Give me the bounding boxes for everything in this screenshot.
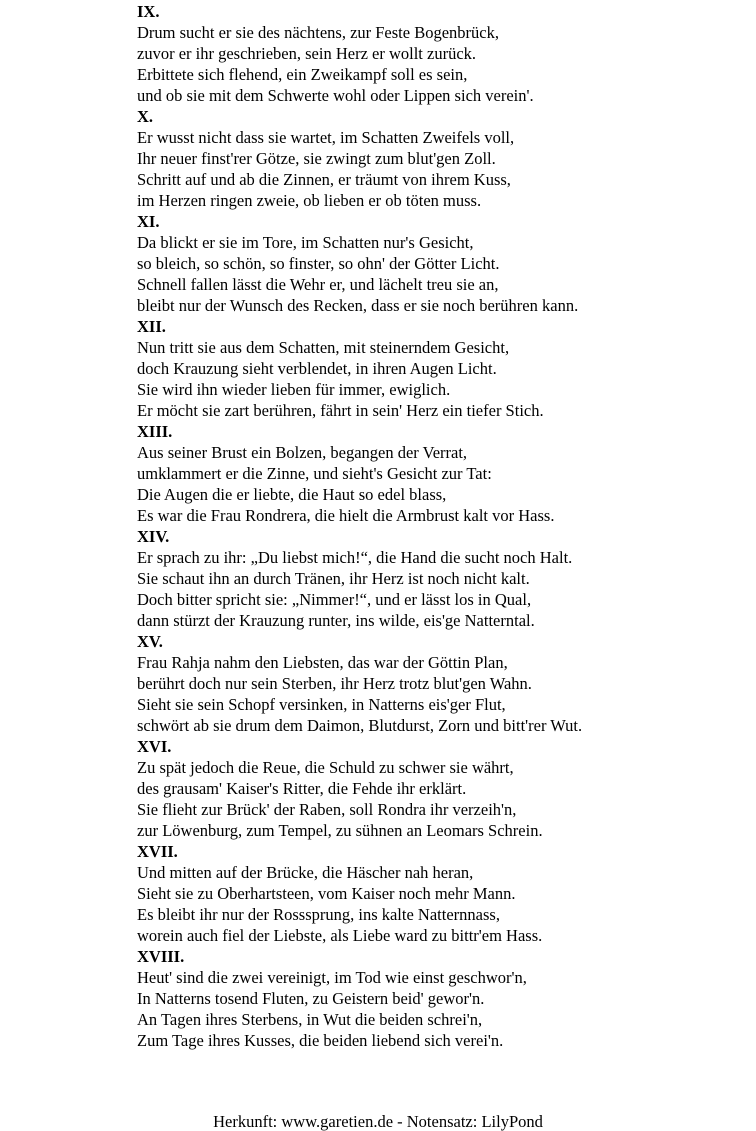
- verse-line: Da blickt er sie im Tore, im Schatten nur's Gesicht,: [137, 233, 474, 252]
- stanza: [137, 841, 716, 946]
- verse-line: berührt doch nur sein Sterben, ihr Herz trotz blut'gen Wahn.: [137, 674, 532, 693]
- verse-line: Sieht sie zu Oberhartsteen, vom Kaiser noch mehr Mann.: [137, 884, 516, 903]
- verse-line: Er wusst nicht dass sie wartet, im Schatten Zweifels voll,: [137, 128, 515, 147]
- verse-line: In Natterns tosend Fluten, zu Geistern beid' gewor'n.: [137, 989, 485, 1008]
- verse-line: Es bleibt ihr nur der Rosssprung, ins kalte Natternnass,: [137, 905, 500, 924]
- verse-line: Aus seiner Brust ein Bolzen, begangen der Verrat,: [137, 443, 468, 462]
- footer-credit: Herkunft: www.garetien.de - Notensatz: LilyPond: [213, 1112, 543, 1131]
- verse-line: Die Augen die er liebte, die Haut so edel blass,: [137, 485, 447, 504]
- stanza-number: XIII.: [137, 422, 173, 441]
- verse-line: Schritt auf und ab die Zinnen, er träumt von ihrem Kuss,: [137, 170, 511, 189]
- verse-line: dann stürzt der Krauzung runter, ins wilde, eis'ge Natterntal.: [137, 611, 535, 630]
- verse-line: schwört ab sie drum dem Daimon, Blutdurst, Zorn und bitt'rer Wut.: [137, 716, 583, 735]
- verse-line: Drum sucht er sie des nächtens, zur Feste Bogenbrück,: [137, 23, 499, 42]
- stanza-number: IX.: [137, 2, 160, 21]
- stanza-number: XVIII.: [137, 947, 185, 966]
- verse-line: Es war die Frau Rondrera, die hielt die Armbrust kalt vor Hass.: [137, 506, 555, 525]
- verse-line: An Tagen ihres Sterbens, in Wut die beiden schrei'n,: [137, 1010, 483, 1029]
- verse-line: Ihr neuer finst'rer Götze, sie zwingt zum blut'gen Zoll.: [137, 149, 496, 168]
- verse-line: Sie schaut ihn an durch Tränen, ihr Herz ist noch nicht kalt.: [137, 569, 530, 588]
- verse-line: Doch bitter spricht sie: „Nimmer!“, und er lässt los in Qual,: [137, 590, 532, 609]
- verse-line: Und mitten auf der Brücke, die Häscher nah heran,: [137, 863, 474, 882]
- verse-line: Sieht sie sein Schopf versinken, in Natterns eis'ger Flut,: [137, 695, 506, 714]
- verse-line: bleibt nur der Wunsch des Recken, dass er sie noch berühren kann.: [137, 296, 579, 315]
- verse-line: Heut' sind die zwei vereinigt, im Tod wie einst geschwor'n,: [137, 968, 527, 987]
- verse-line: im Herzen ringen zweie, ob lieben er ob töten muss.: [137, 191, 482, 210]
- poem: [137, 1, 716, 1051]
- stanza-number: XIV.: [137, 527, 170, 546]
- verse-line: Frau Rahja nahm den Liebsten, das war der Göttin Plan,: [137, 653, 508, 672]
- verse-line: Nun tritt sie aus dem Schatten, mit steinerndem Gesicht,: [137, 338, 510, 357]
- verse-line: Zu spät jedoch die Reue, die Schuld zu schwer sie währt,: [137, 758, 514, 777]
- stanza: [137, 736, 716, 841]
- stanza: [137, 316, 716, 421]
- verse-line: zur Löwenburg, zum Tempel, zu sühnen an Leomars Schrein.: [137, 821, 543, 840]
- verse-line: des grausam' Kaiser's Ritter, die Fehde ihr erklärt.: [137, 779, 467, 798]
- stanza: [137, 421, 716, 526]
- stanza-number: XVI.: [137, 737, 172, 756]
- verse-line: Zum Tage ihres Kusses, die beiden liebend sich verei'n.: [137, 1031, 504, 1050]
- verse-line: so bleich, so schön, so finster, so ohn' der Götter Licht.: [137, 254, 500, 273]
- stanza: [137, 631, 716, 736]
- stanza: [137, 946, 716, 1051]
- verse-line: Sie flieht zur Brück' der Raben, soll Rondra ihr verzeih'n,: [137, 800, 517, 819]
- verse-line: Er sprach zu ihr: „Du liebst mich!“, die Hand die sucht noch Halt.: [137, 548, 573, 567]
- verse-line: umklammert er die Zinne, und sieht's Gesicht zur Tat:: [137, 464, 492, 483]
- stanza-number: X.: [137, 107, 154, 126]
- stanza: [137, 1, 716, 106]
- verse-line: Er möcht sie zart berühren, fährt in sein' Herz ein tiefer Stich.: [137, 401, 544, 420]
- stanza-number: XI.: [137, 212, 160, 231]
- stanza-number: XII.: [137, 317, 166, 336]
- verse-line: und ob sie mit dem Schwerte wohl oder Lippen sich verein'.: [137, 86, 534, 105]
- stanza-number: XVII.: [137, 842, 178, 861]
- stanza: [137, 526, 716, 631]
- stanza-number: XV.: [137, 632, 163, 651]
- verse-line: Sie wird ihn wieder lieben für immer, ewiglich.: [137, 380, 451, 399]
- verse-line: doch Krauzung sieht verblendet, in ihren Augen Licht.: [137, 359, 497, 378]
- verse-line: zuvor er ihr geschrieben, sein Herz er wollt zurück.: [137, 44, 477, 63]
- verse-line: worein auch fiel der Liebste, als Liebe ward zu bittr'em Hass.: [137, 926, 543, 945]
- verse-line: Schnell fallen lässt die Wehr er, und lächelt treu sie an,: [137, 275, 499, 294]
- stanza: [137, 106, 716, 211]
- verse-line: Erbittete sich flehend, ein Zweikampf soll es sein,: [137, 65, 468, 84]
- stanza: [137, 211, 716, 316]
